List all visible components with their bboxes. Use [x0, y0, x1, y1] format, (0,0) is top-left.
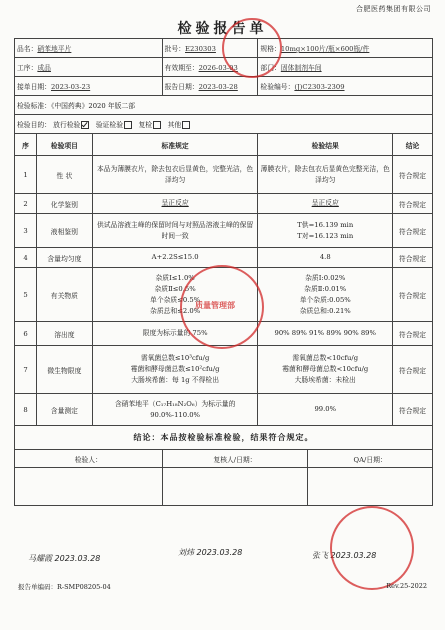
expiry-value: 2026-03-03 [198, 64, 238, 72]
row-result: 需氧菌总数<10cfu/g 霉菌和酵母菌总数<10cfu/g 大肠埃希菌：未检出 [258, 346, 393, 394]
table-row [15, 394, 433, 426]
standard-row [15, 96, 433, 115]
table-row [15, 156, 433, 194]
row-standard: 供试品溶液主峰的保留时间与对照品溶液主峰的保留时间一致 [92, 214, 258, 248]
row-item: 含量测定 [36, 394, 92, 426]
spec-label: 规格： [260, 45, 281, 53]
product-value: 硝苯地平片 [37, 45, 72, 53]
row-standard: 含硝苯地平（C₁₇H₁₈N₂O₆）为标示量的 90.0%-110.0% [92, 394, 258, 426]
row-result: T供=16.139 min T对=16.123 min [258, 214, 393, 248]
table-row [15, 214, 433, 248]
inspector-signature: 马耀霞 2023.03.28 [28, 554, 101, 563]
row-result: 90% 89% 91% 89% 90% 89% [258, 322, 393, 346]
info-row-2 [15, 58, 433, 77]
row-item: 溶出度 [36, 322, 92, 346]
row-no: 1 [15, 156, 37, 194]
row-no: 7 [15, 346, 37, 394]
row-conclusion: 符合规定 [393, 322, 433, 346]
row-no: 6 [15, 322, 37, 346]
footer-code: 报告单编码：R-SMP08205-04 [18, 583, 111, 591]
conclusion-row [15, 426, 433, 450]
row-result: 薄膜衣片，除去包衣后显黄色完整光洁，色泽均匀 [258, 156, 393, 194]
row-standard: A+2.2S≤15.0 [92, 248, 258, 268]
company-name: 合肥医药集团有限公司 [356, 5, 431, 13]
report-no-value: (J)C2303-2309 [294, 83, 345, 91]
purpose-validation: 验证检验 [96, 121, 132, 129]
receive-value: 2023-03-23 [50, 83, 91, 91]
report-date-label: 报告日期： [164, 83, 199, 91]
quality-dept-seal-text: 质量管理部 [195, 300, 235, 310]
standard-value: 《中国药典》2020 年版二部 [50, 102, 136, 110]
purpose-recheck: 复检 [139, 121, 162, 129]
row-no: 4 [15, 248, 37, 268]
page-title: 检验报告单 [177, 21, 268, 37]
other-checkbox[interactable] [182, 121, 190, 129]
row-conclusion: 符合规定 [393, 156, 433, 194]
table-row [15, 194, 433, 214]
signature-header-row [15, 450, 433, 468]
row-standard: 杂质Ⅰ≤1.0% 杂质Ⅱ≤0.5% 单个杂质≤0.5% 杂质总和≤2.0% [92, 268, 258, 322]
header-item: 检验项目 [36, 134, 92, 156]
row-no: 3 [15, 214, 37, 248]
row-conclusion: 符合规定 [393, 194, 433, 214]
reviewer-label: 复核人/日期： [162, 450, 308, 468]
row-conclusion: 符合规定 [393, 268, 433, 322]
row-no: 5 [15, 268, 37, 322]
row-result: 4.8 [258, 248, 393, 268]
product-label: 品名： [17, 45, 38, 53]
batch-label: 批号： [164, 45, 185, 53]
row-standard: 本品为薄膜衣片，除去包衣后显黄色，完整光洁，色泽均匀 [92, 156, 258, 194]
conclusion-text: 结论：本品按检验标准检验，结果符合规定。 [15, 426, 433, 450]
receive-label: 接单日期： [17, 83, 51, 91]
purpose-label: 检验目的： [17, 121, 51, 129]
purpose-release: 放行检验 [53, 121, 89, 129]
dept-value: 固体制剂车间 [280, 64, 322, 72]
header-conclusion: 结论 [393, 134, 433, 156]
spec-value: 10mg×100片/瓶×600瓶/件 [280, 45, 370, 53]
row-conclusion: 符合规定 [393, 394, 433, 426]
inspection-seal-stamp [222, 18, 282, 78]
dept-label: 部门： [260, 64, 281, 72]
row-result: 杂质Ⅰ:0.02% 杂质Ⅱ:0.01% 单个杂质:0.05% 杂质总和:0.21% [258, 268, 393, 322]
purpose-other: 其他 [168, 121, 191, 129]
row-item: 化学鉴别 [36, 194, 92, 214]
report-no-label: 检验编号： [260, 83, 295, 91]
inspector-label: 检验人： [15, 450, 163, 468]
footer-rev: Rev.25-2022 [386, 582, 427, 590]
row-conclusion: 符合规定 [393, 346, 433, 394]
row-item: 有关物质 [36, 268, 92, 322]
expiry-label: 有效期至： [164, 64, 199, 72]
row-result: 99.0% [258, 394, 393, 426]
process-label: 工序： [17, 64, 38, 72]
row-item: 液相鉴别 [36, 214, 92, 248]
row-item: 性 状 [36, 156, 92, 194]
header-standard: 标准规定 [92, 134, 258, 156]
header-no: 序 [15, 134, 37, 156]
row-standard: 需氧菌总数≤10³cfu/g 霉菌和酵母菌总数≤10²cfu/g 大肠埃希菌：每 1g 不得检出 [92, 346, 258, 394]
row-no: 2 [15, 194, 37, 214]
qa-signature: 张飞 2023.03.28 [312, 551, 377, 560]
row-result: 呈正反应 [258, 194, 393, 214]
row-conclusion: 符合规定 [393, 214, 433, 248]
qa-label: QA/日期： [308, 450, 433, 468]
recheck-checkbox[interactable] [153, 121, 161, 129]
table-header [15, 134, 433, 156]
standard-label: 检验标准： [17, 102, 51, 110]
release-checkbox[interactable] [81, 121, 89, 129]
batch-value: E230303 [185, 45, 216, 53]
row-item: 含量均匀度 [36, 248, 92, 268]
row-conclusion: 符合规定 [393, 248, 433, 268]
table-row [15, 346, 433, 394]
process-value: 成品 [37, 64, 51, 72]
info-row-3 [15, 77, 433, 96]
row-standard: 呈正反应 [92, 194, 258, 214]
report-date-value: 2023-03-28 [198, 83, 238, 91]
qa-seal-stamp [330, 506, 414, 590]
signature-row [15, 468, 433, 506]
row-standard: 限度为标示量的 75% [92, 322, 258, 346]
reviewer-signature: 刘炜 2023.03.28 [178, 548, 243, 557]
purpose-row [15, 115, 433, 134]
validation-checkbox[interactable] [124, 121, 132, 129]
row-item: 微生物限度 [36, 346, 92, 394]
header-result: 检验结果 [258, 134, 393, 156]
row-no: 8 [15, 394, 37, 426]
